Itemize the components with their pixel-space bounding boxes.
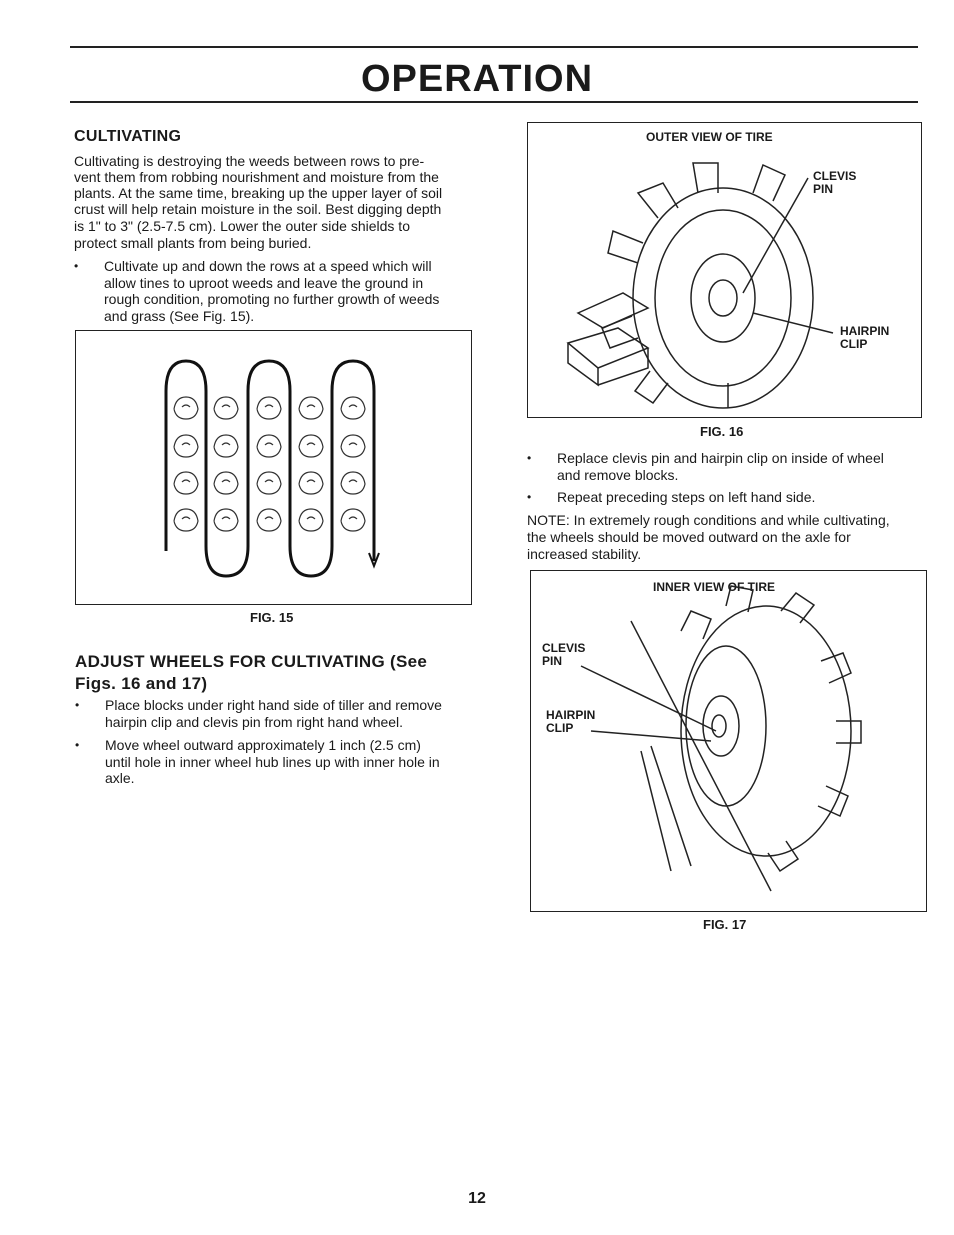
bullet-line: Move wheel outward approximately 1 inch (2.5 cm) bbox=[105, 737, 421, 753]
bullet-dot: • bbox=[75, 738, 80, 752]
plant-icon bbox=[299, 397, 323, 419]
label-line: PIN bbox=[813, 182, 834, 196]
plant-icon bbox=[299, 472, 323, 494]
fig17-caption: FIG. 17 bbox=[703, 917, 747, 932]
fig17-box bbox=[530, 570, 927, 912]
label-line: HAIRPIN bbox=[840, 324, 890, 338]
bullet-dot: • bbox=[527, 490, 532, 504]
bullet-dot: • bbox=[527, 451, 532, 465]
plant-icon bbox=[299, 435, 323, 457]
plant-icon bbox=[341, 509, 365, 531]
plant-icon bbox=[174, 435, 198, 457]
plant-icon bbox=[299, 509, 323, 531]
plant-icon bbox=[257, 435, 281, 457]
fig15-row-pattern-illustration bbox=[76, 331, 471, 604]
cultivating-line: vent them from robbing nourishment and moisture from the bbox=[74, 169, 439, 185]
plant-icon bbox=[257, 397, 281, 419]
bullet-line: rough condition, promoting no further growth of weeds bbox=[104, 291, 440, 307]
header-bottom-rule bbox=[70, 101, 918, 103]
fig15-box bbox=[75, 330, 472, 605]
cultivating-line: Cultivating is destroying the weeds between rows to pre- bbox=[74, 153, 425, 169]
plant-icon bbox=[214, 509, 238, 531]
cultivating-line: plants. At the same time, breaking up the upper layer of soil bbox=[74, 185, 443, 201]
bullet-dot: • bbox=[74, 259, 79, 273]
cultivating-line: protect small plants from being buried. bbox=[74, 235, 312, 251]
fig17-inner-tire-illustration bbox=[531, 571, 926, 911]
plant-icon bbox=[257, 472, 281, 494]
fig16-header: OUTER VIEW OF TIRE bbox=[646, 130, 773, 144]
bullet-line: axle. bbox=[105, 770, 135, 786]
page-number: 12 bbox=[468, 1190, 486, 1207]
replace-bullet bbox=[527, 450, 927, 483]
bullet-dot: • bbox=[75, 698, 80, 712]
plant-icon bbox=[174, 472, 198, 494]
bullet-line: Replace clevis pin and hairpin clip on inside of wheel bbox=[557, 450, 884, 466]
bullet-line: until hole in inner wheel hub lines up with inner hole in bbox=[105, 753, 440, 770]
plant-icon bbox=[174, 397, 198, 419]
plant-icon bbox=[341, 435, 365, 457]
plant-icon bbox=[214, 472, 238, 494]
fig16-box bbox=[527, 122, 922, 418]
bullet-line: Cultivate up and down the rows at a speed which will bbox=[104, 258, 432, 274]
header-top-rule bbox=[70, 46, 918, 48]
fig16-outer-tire-illustration bbox=[528, 123, 921, 417]
plant-icon bbox=[341, 472, 365, 494]
adjust-bullet-2 bbox=[75, 737, 485, 787]
plant-icon bbox=[341, 397, 365, 419]
cultivating-line: is 1" to 3" (2.5-7.5 cm). Lower the outer side shields to bbox=[74, 218, 410, 234]
plant-icon bbox=[214, 435, 238, 457]
adjust-wheels-heading-line1: ADJUST WHEELS FOR CULTIVATING (See bbox=[75, 652, 428, 671]
repeat-bullet bbox=[527, 489, 927, 506]
fig15-caption: FIG. 15 bbox=[250, 610, 294, 625]
note-line: increased stability. bbox=[527, 546, 642, 562]
adjust-bullet-1 bbox=[75, 697, 485, 730]
cultivating-line: crust will help retain moisture in the soil. Best digging depth bbox=[74, 201, 442, 217]
label-line: CLIP bbox=[840, 337, 868, 351]
label-line: CLEVIS bbox=[542, 641, 586, 655]
bullet-line: hairpin clip and clevis pin from right hand wheel. bbox=[105, 713, 404, 730]
label-line: HAIRPIN bbox=[546, 708, 596, 722]
bullet-line: and grass (See Fig. 15). bbox=[104, 307, 255, 324]
fig16-caption: FIG. 16 bbox=[700, 424, 744, 439]
bullet-line: allow tines to uproot weeds and leave the ground in bbox=[104, 274, 424, 291]
plant-icon bbox=[257, 509, 281, 531]
page-title: OPERATION bbox=[360, 58, 594, 100]
note-line: NOTE: In extremely rough conditions and while cultivating, bbox=[527, 512, 890, 528]
bullet-line: Repeat preceding steps on left hand side. bbox=[557, 489, 816, 505]
cultivating-bullet bbox=[74, 258, 484, 324]
plant-icon bbox=[214, 397, 238, 419]
bullet-line: and remove blocks. bbox=[557, 466, 679, 483]
bullet-line: Place blocks under right hand side of tiller and remove bbox=[105, 697, 442, 713]
label-line: CLIP bbox=[546, 721, 574, 735]
label-line: PIN bbox=[542, 654, 563, 668]
note-line: the wheels should be moved outward on the axle for bbox=[527, 529, 851, 545]
label-line: CLEVIS bbox=[813, 169, 857, 183]
cultivating-heading: CULTIVATING bbox=[74, 128, 182, 145]
fig17-header: INNER VIEW OF TIRE bbox=[653, 580, 776, 594]
plant-icon bbox=[174, 509, 198, 531]
adjust-wheels-heading-line2: Figs. 16 and 17) bbox=[75, 674, 208, 693]
